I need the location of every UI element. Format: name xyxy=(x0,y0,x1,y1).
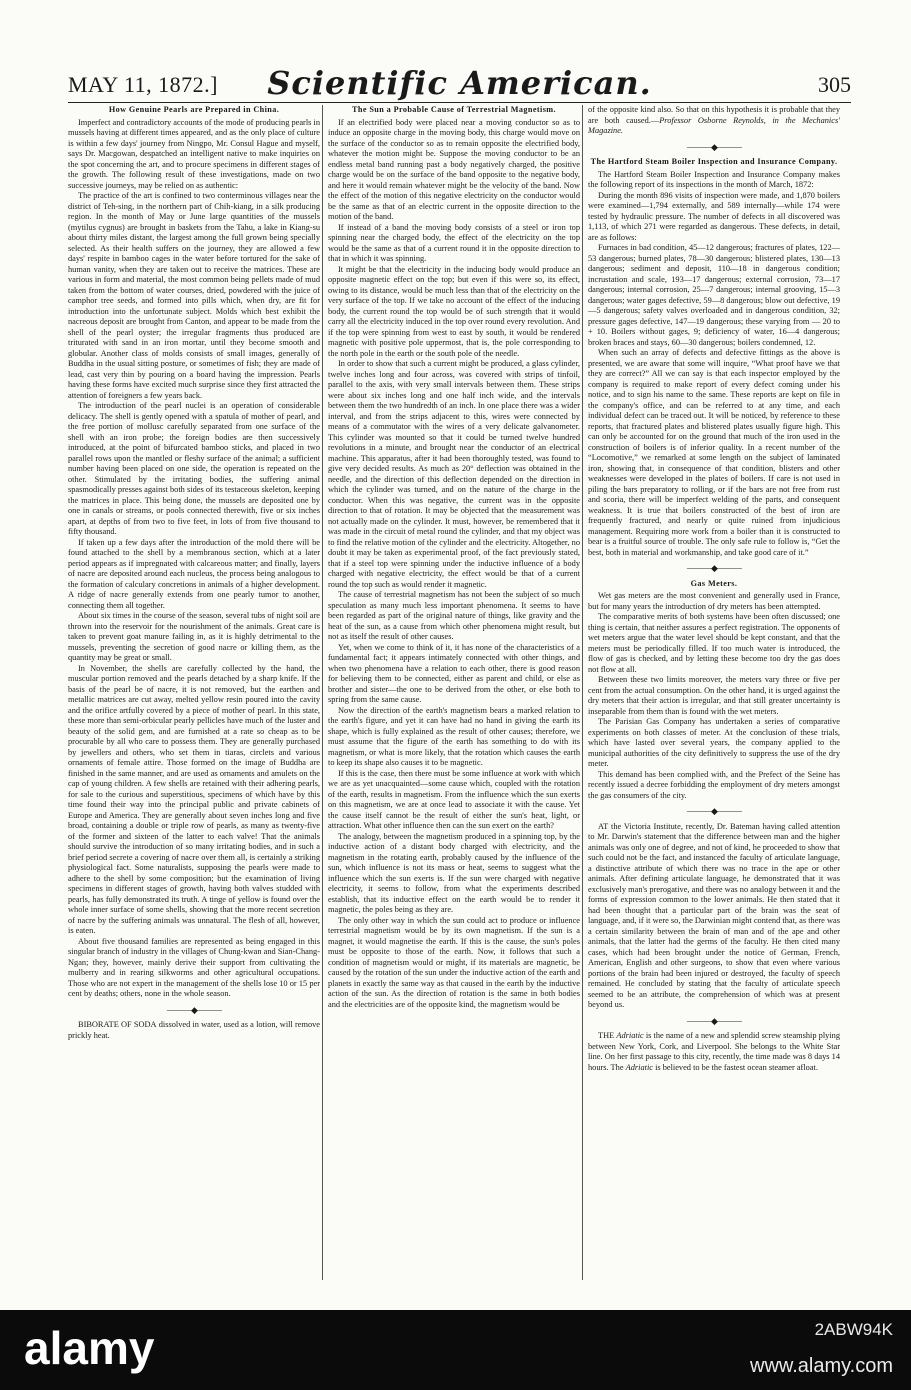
paragraph: The cause of terrestrial magnetism has not been the subject of so much speculation as many much less important phenomena. It seems to have been regarded as part of the original nature of things, like gravity and the heat of the sun, as a cause from which other phenomena might result, but not as itself the result of other causes. xyxy=(328,590,580,641)
section-separator: ———◆——— xyxy=(687,1015,741,1026)
borate-note xyxy=(68,1020,320,1041)
column-rule xyxy=(322,105,323,1280)
borate-text: dissolved in water, used as a lotion, will remove prickly heat. xyxy=(68,1020,320,1040)
column-rule xyxy=(582,105,583,1280)
adriatic-text-1: is the name of a new and splendid screw steamship plying between New York, Cork, and Liverpool. She belongs to the White Star line. On her first passage to this city, recently, the time made was 8 days 14 hours. The xyxy=(588,1031,840,1072)
paragraph: The Hartford Steam Boiler Inspection and Insurance Company makes the following report of its inspections in the month of March, 1872: xyxy=(588,169,840,189)
ship-name: Adriatic xyxy=(625,1062,653,1072)
ship-name: Adriatic xyxy=(616,1031,644,1040)
paragraph: If an electrified body were placed near a moving conductor so as to induce an opposite charge in the moving body, this charge would move on the surface of the conductor so as to remain opposite the electrified body, whatever the motion might be. Suppose the moving conductor to be an endless metal band running past a body negatively charged, the positive charge would be on the surface of the band opposite to the negative body, and here it would remain whatever might be the velocity of the band. Now the effect of the motion of this negative electricity on the conductor would be the same as that of an electric current in the opposite direction to the motion of the band. xyxy=(328,117,580,221)
adriatic-note xyxy=(588,1031,840,1073)
paragraph: Now the direction of the earth's magnetism bears a marked relation to the earth's figure, and yet it can have had no hand in giving the earth its shape, which is fully explained as the result of other causes; therefore, we must assume that the figure of the earth has something to do with its magnetism, or what is more likely, that the rotation which causes the earth to keep its shape also causes it to be magnetic. xyxy=(328,705,580,767)
article-title-sun: The Sun a Probable Cause of Terrestrial Magnetism. xyxy=(352,105,556,114)
page-number: 305 xyxy=(818,72,851,97)
paragraph: Wet gas meters are the most convenient and generally used in France, but for many years the introduction of dry meters has been attempted. xyxy=(588,591,840,611)
bateman-lead: AT xyxy=(598,821,609,831)
section-separator: ———◆——— xyxy=(167,1004,221,1015)
sun-source: Professor Osborne Reynolds, in the Mechanics' Magazine. xyxy=(588,115,840,135)
paragraph: Imperfect and contradictory accounts of the mode of producing pearls in mussels having at different times appeared, and as the only place of culture is within a few days' journey from Ningpo, Mr. Consul Hague and myself, says Dr. Macgowan, despatched an intelligent native to make inquiries on the spot concerning the art, and to procure specimens in different stages of the growth. The following result of these investigations, made on two successive journeys, may be relied on as authentic: xyxy=(68,117,320,190)
bateman-note xyxy=(588,822,840,1011)
paragraph: In November, the shells are carefully collected by the hand, the muscular portion removed and the pearls detached by a sharp knife. If the basis of the pearl be of nacre, it is not removed, but the earthen and metallic matrices are cut away, melted yellow resin poured into the cavity and the orifice artfully covered by a piece of mother of pearl. In this state, these more than semi-orbicular pearly pellicles have much of the luster and beauty of the solid gem, and are furnished at a rate so cheap as to be procurable by all who care to possess them. They are generally purchased by jewellers and others, who set them in tiaras, circlets and various ornaments of female attire. Those formed on the image of Buddha are finished in the same manner, and are used as ornaments and amulets on the cap of young children. A few shells are retained with their adhering pearls, for sale to the curious and superstitious, specimens of which have by this time found their way into the principal public and private cabinets of Europe and America. They are generally about seven inches long and five broad, containing a double or triple row of pearls, as many as twenty-five of the former and sixteen of the latter to each valve! That the animals should survive the introduction of so many irritating bodies, and in such a brief period secrete a covering of nacre over them all, is certainly a striking physiological fact. Some naturalists, supposing the pearls were made to adhere to the shell by some composition; but the examination of living specimens in different stages of growth, having both valves studded with pearls, has fully demonstrated its truth. A tinge of yellow is found over the whole inner surface of some shells, showing that the more recent secretion of nacre by the suffering animals was unnatural. The flesh of all, however, is eaten. xyxy=(68,663,320,935)
paragraph: When such an array of defects and defective fittings as the above is presented, we are aware that some will inquire, “What proof have we that they are correct?” All we can say is that each inspector employed by the company is required to make report of every defect coming under his notice, and to sign his name to the same. These reports are kept on file in the company's office, and can be referred to at any time, and each individual defect can be traced out. It will be noticed, by reference to these reports, that fractured plates and blistered plates usually figure high. This can only be accounted for on the ground that much of the iron used in the construction of boilers is of inferior quality. In a recent number of the “Locomotive,” we remarked at some length on the subject of laminated iron, showing that, in consequence of that condition, blisters and other weaknesses were developed in the plates of boilers. If care is not used in piling the bars preparatory to rolling, or if the bars are not free from rust and scoria, there will be imperfect welding of the parts, and consequent weakness. It is true that boilers constructed of the best of iron are frequently fractured, and nearly or quite ruined from injudicious management. Requiring more work from a boiler than it is constructed to bear is a fruitful source of trouble. The only safe rule to follow is, “Get the best, both in material and workmanship, and take good care of it.” xyxy=(588,348,840,557)
website-url: www.alamy.com xyxy=(750,1355,893,1377)
paragraph: If taken up a few days after the introduction of the mold there will be found attached to the shell by a membranous section, which at a later period appears as if impregnated with calcareous matter; and finally, layers of nacre are deposited around each nucleus, the process being analogous to the formation of calculary concretions in animals of a higher development. A ridge of nacre generally extends from one pearly tumor to another, connecting them all together. xyxy=(68,537,320,610)
paragraph: Between these two limits moreover, the meters vary three or five per cent from the actual consumption. On the other hand, it is urged against the dry meters that their action is irregular, and that still greater uncertainty is inseparable from them than is found with the wet meters. xyxy=(588,675,840,716)
issue-date: MAY 11, 1872.] xyxy=(68,72,219,97)
alamy-logo-icon xyxy=(20,1318,210,1378)
logo-wordmark: alamy xyxy=(24,1322,155,1374)
image-id: 2ABW94K xyxy=(814,1320,893,1339)
sun-end-text: of the opposite kind also. So that on this hypothesis it is probable that they are both caused.— xyxy=(588,105,840,125)
paragraph: If instead of a band the moving body consists of a steel or iron top spinning near the charged body, the effect of the electricity on the top would be the same as that of a current round it in the opposite direction to that in which it was spinning. xyxy=(328,222,580,263)
paragraph: The analogy, between the magnetism produced in a spinning top, by the inductive action of a distant body charged with electricity, and the magnetism in the rotating earth, probably caused by the influence of the sun, which influence is not its mass or heat, seems to suggest what the influence which the sun exerts is. If the sun were charged with negative electricity, it seems to follow, from what the experiments described establish, that its inductive effect on the earth would be to render it magnetic, the poles being as they are. xyxy=(328,831,580,914)
article-title-hartford: The Hartford Steam Boiler Inspection and Insurance Company. xyxy=(590,157,838,166)
paragraph: If this is the case, then there must be some influence at work with which we are as yet unacquainted—some cause which, coupled with the rotation of the earth, results in magnetism. From the influence which the sun exerts on this magnetism, we are at once lead to associate it with the cause. Yet the cause itself cannot be the result of either the sun's heat, light, or attraction. What other influence then can the sun exert on the earth? xyxy=(328,768,580,830)
publication-title: Scientific American. xyxy=(267,64,652,102)
paragraph: About six times in the course of the season, several tubs of night soil are thrown into the reservoir for the nourishment of the animals. Great care is taken to prevent goat manure failing in, as it is highly detrimental to the mussels, preventing the secretion of good nacre or killing them, as the quantity may be great or small. xyxy=(68,611,320,662)
paragraph: The practice of the art is confined to two conterminous villages near the district of Teh-sing, in the northern part of Chih-kiang, in a silk producing region. In the month of May or June large quantities of the mussels (mytilus cygnus) are brought in baskets from the Tahu, a lake in Kiang-su about thirty miles distant, the largest among the full grown being specially selected. As their health suffers on the journey, they are allowed a few days' respite in bamboo cages in the water before tortured for the sake of human vanity, when they are taken out to receive the matrices. These are various in form and material, the most common being pellets made of mud taken from the bottom of water courses, dried, powdered with the juice of camphor tree seeds, and formed into pills which, when dry, are fit for introduction into the unfortunate subject. Molds which best exhibit the nacreous deposit are brought from Canton, and appear to be made from the shell of the pearl oyster; the irregular fragments thus produced are triturated with sand in an iron mortar, until they become smooth and globular. Another class of molds consists of small images, generally of Buddha in the usual sitting posture, or sometimes of fish; they are made of lead, cast very thin by pouring on a board having the impression. Pearls having these forms have excited much surprise since they first attracted the attention of foreigners a few years back. xyxy=(68,191,320,400)
paragraph: Yet, when we come to think of it, it has none of the characteristics of a fundamental fact; it appears intimately connected with other things, and when two phenomena have a relation to each other, there is good reason for believing them to be connected, either as parent and child, or else as brother and sister—the one to be derived from the other, or else both to spring from the same cause. xyxy=(328,642,580,704)
paragraph: About five thousand families are represented as being engaged in this singular branch of industry in the villages of Chung-kwan and Sian-Chang-Ngan; they, however, mainly derive their support from cultivating the mulberry and in rearing silkworms and other agricultural occupations. Those who are not expert in the management of the shells lose 10 or 15 per cent by deaths; others, none in the whole season. xyxy=(68,936,320,998)
section-separator: ———◆——— xyxy=(687,141,741,152)
article-title-pearls: How Genuine Pearls are Prepared in China. xyxy=(108,105,280,114)
paragraph: In order to show that such a current might be produced, a glass cylinder, twelve inches long and four across, was covered with strips of tinfoil, parallel to the axis, with very small intervals between them. These strips were about six inches long and one half inch wide, and the intervals between them the two hundredth of an inch. In one place there was a wider interval, and from the strips adjacent to this, wires were connected by means of a commutator with the wires of a very delicate galvanometer. This cylinder was mounted so that it could be turned twelve hundred revolutions in a minute, and brought near the conductor of an electrical machine. This apparatus, after it had been thoroughly tested, was found to give very decided results. As much as 20° deflection was obtained in the needle, and the direction of this deflection depended on the direction in which the cylinder was turned, and on the nature of the charge in the conductor. When this was negative, the current was in the opposite direction to that of rotation. It may be objected that the measurement was not actually made on the cylinder. It must, however, be remembered that it was made in the circuit of metal round the cylinder, and that my object was to find the relative motion of the cylinder and the electricity. Altogether, no doubt it may be taken as experimental proof, of the fact previously stated, that if a steel top were spinning under the inductive influence of a body charged with negative electricity, the effect would be that of a current round the top such as would render it magnetic. xyxy=(328,359,580,589)
borate-lead: BIBORATE OF SODA xyxy=(78,1020,157,1029)
paragraph: Furnaces in bad condition, 45—12 dangerous; fractures of plates, 122—53 dangerous; burned plates, 78—30 dangerous; blistered plates, 130—13 dangerous; sediment and deposit, 110—18 in dangerous condition; incrustation and scale, 193—17 dangerous; external corrosion, 73—17 dangerous; internal corrosion, 25—7 dangerous; internal grooving, 15—3 dangerous; water gages defective, 59—8 dangerous; blow out defective, 19—5 dangerous; safety valves overloaded and in dangerous condition, 32; pressure gages defective, 147—19 dangerous; these varying from — 20 to + 10. Boilers without gages, 9; deficiency of water, 16—4 dangerous; broken braces and stays, 60—30 dangerous; boilers condemned, 12. xyxy=(588,243,840,347)
section-separator: ———◆——— xyxy=(687,563,741,573)
adriatic-text-2: is believed to be the fastest ocean steamer afloat. xyxy=(652,1062,818,1072)
paragraph: The Parisian Gas Company has undertaken a series of comparative experiments on both classes of meter. At the conclusion of these trials, which have lasted over several years, the company applied to the municipal authorities of the city definitively to suppress the use of the dry meter. xyxy=(588,717,840,768)
stock-photo-banner xyxy=(0,1310,911,1390)
paragraph: The comparative merits of both systems have been often discussed; one thing is certain, that neither assures a perfect registration. The opponents of wet meters argue that the water level should be kept constant, and that the meters must be periodically filled. If too much water is introduced, the flow of gas is checked, and by letting these become too dry the gas does not flow at all. xyxy=(588,612,840,674)
column-1 xyxy=(68,105,320,1041)
article-title-gas-meters: Gas Meters. xyxy=(690,578,738,588)
masthead xyxy=(68,62,851,103)
column-2 xyxy=(328,105,580,1010)
alamy-logo xyxy=(20,1318,210,1378)
section-separator: ———◆——— xyxy=(687,806,741,816)
sun-article-end xyxy=(588,105,840,137)
paragraph: The introduction of the pearl nuclei is an operation of considerable delicacy. The shell is gently opened with a spatula of mother of pearl, and the free portion of mollusc carefully separated from one surface of the shell with an iron probe; the foreign bodies are then successively introduced, at the point of bifurcated bamboo sticks, and placed in two parallel rows upon the mantled or fleshy surface of the animal; a sufficient number having been placed on one side, the operation is repeated on the other. Stimulated by the irritating bodies, the suffering animal spasmodically presses against both sides of its testaceous skeleton, keeping the matrices in place. This being done, the mussels are deposited one by one in canals or streams, or pools connected therewith, five or six inches apart, at depths of from two to five feet, in lots of from five thousand to fifty thousand. xyxy=(68,401,320,536)
bateman-text: the Victoria Institute, recently, Dr. Bateman having called attention to Mr. Darwin's statement that the difference between man and the higher animals was only one of degree, and not of kind, he proceeded to show that such could not be the fact, and instanced the faculty of articulate language, a distinctive attribute of which there was no trace in the ape or other animals. After defining articulate language, he demonstrated that it was exclusively man's prerogative, and there was no analogy between it and the forms of expression common to the lower animals. He then stated that it had been thought that a particular part of the brain was the seat of language, and, if it were so, the Darwinian might contend that, as there was a certain similarity between the brain of man and of the ape and other animals, that the latter had the germs of the faculty. He then cited many cases, which had been brought under the notice of German, French, American, English and other surgeons, to show that even where various portions of the brain had been injured or destroyed, the faculty of speech remained. He concluded by stating that the faculty of articulate speech seemed to be an attribute, the comprehension of which was at present beyond us. xyxy=(588,821,840,1009)
paragraph: It might be that the electricity in the inducing body would produce an opposite magnetic effect on the top; but even if this were so, its effect, owing to its distance, would be much less than that of the electricity on the very surface of the top. If we take no account of the effect of the inducing body, the current round the top would be of such strength that it would carry all the electricity induced in the top over round every revolution. And if the top were spinning from west to east by south, it would be rendered magnetic with positive pole uppermost, that is, the pole corresponding to the north pole in the earth or the south pole of the needle. xyxy=(328,264,580,358)
paragraph: This demand has been complied with, and the Prefect of the Seine has recently issued a decree forbidding the employment of dry meters amongst the gas consumers of the city. xyxy=(588,769,840,800)
adriatic-lead: THE xyxy=(598,1031,615,1040)
column-3 xyxy=(588,105,840,1073)
paragraph: The only other way in which the sun could act to produce or influence terrestrial magnetism would be by its own magnetism. If the sun is a magnet, it would magnetise the earth. If this is the cause, the sun's poles must be opposite to those of the earth. Now, it follows that such a condition of magnetism would or might, if its materials are magnetic, be caused by the rotation of the sun under the inductive action of the earth and planets in exactly the same way as that caused in the earth by the inductive action of the sun. As the direction of rotation is the same in both bodies and the electricities are of the opposite kind, the magnetism would be xyxy=(328,915,580,1009)
paragraph: During the month 896 visits of inspection were made, and 1,870 boilers were examined—1,794 externally, and 589 internally—while 174 were tested by hydraulic pressure. The number of defects in all discovered was 1,113, of which 271 were regarded as dangerous. These defects, in detail, are as follows: xyxy=(588,190,840,242)
